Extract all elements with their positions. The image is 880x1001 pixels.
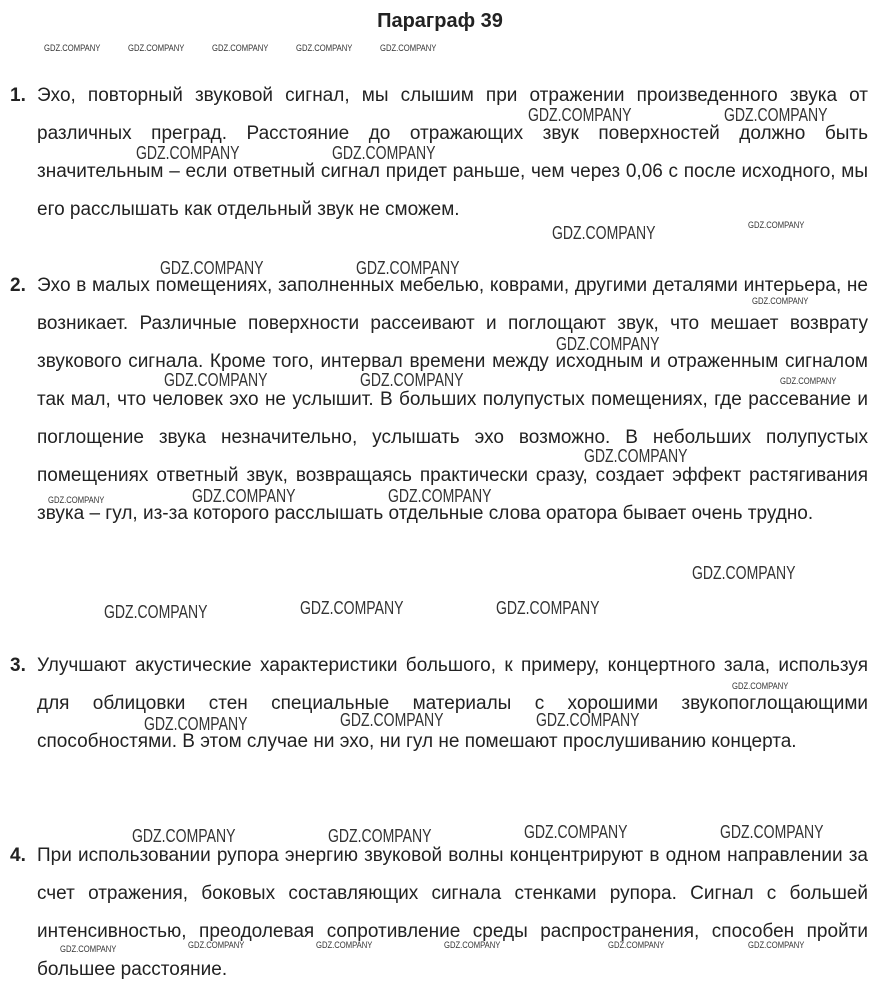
answer-number: 4. — [10, 845, 26, 866]
watermark: GDZ.COMPANY — [192, 486, 296, 506]
answer-text: Улучшают акустические характеристики большого, к примеру, концертного зала, используя для облицовки стен специальные материалы с хорошими звукопоглощающими способностями. В этом случае ни эхо, ни гул не помешают прослушиванию концерта. — [37, 655, 868, 752]
watermark: GDZ.COMPANY — [608, 940, 665, 950]
watermark: GDZ.COMPANY — [720, 822, 824, 842]
watermark: GDZ.COMPANY — [748, 940, 805, 950]
watermark: GDZ.COMPANY — [556, 334, 660, 354]
answer-text: Эхо, повторный звуковой сигнал, мы слышим при отражении произведенного звука от различных преград. Расстояние до отражающих звук поверхностей должно быть значительным – если ответный сигнал придет раньше, чем через 0,06 с после исходного, мы его расслышать как отдельный звук не сможем. — [37, 85, 868, 220]
watermark: GDZ.COMPANY — [160, 258, 264, 278]
watermark: GDZ.COMPANY — [164, 370, 268, 390]
watermark: GDZ.COMPANY — [524, 822, 628, 842]
watermark: GDZ.COMPANY — [144, 714, 248, 734]
watermark: GDZ.COMPANY — [316, 940, 373, 950]
watermark: GDZ.COMPANY — [60, 944, 117, 954]
watermark: GDZ.COMPANY — [552, 223, 656, 243]
watermark: GDZ.COMPANY — [48, 495, 105, 505]
watermark: GDZ.COMPANY — [528, 105, 632, 125]
watermark: GDZ.COMPANY — [328, 826, 432, 846]
answer-item-4 — [10, 837, 868, 989]
watermark: GDZ.COMPANY — [128, 43, 185, 53]
watermark: GDZ.COMPANY — [724, 105, 828, 125]
watermark: GDZ.COMPANY — [44, 43, 101, 53]
watermark: GDZ.COMPANY — [496, 598, 600, 618]
answer-item-3 — [10, 647, 868, 761]
watermark: GDZ.COMPANY — [136, 143, 240, 163]
watermark: GDZ.COMPANY — [212, 43, 269, 53]
watermark: GDZ.COMPANY — [780, 376, 837, 386]
watermark: GDZ.COMPANY — [132, 826, 236, 846]
watermark: GDZ.COMPANY — [380, 43, 437, 53]
watermark: GDZ.COMPANY — [356, 258, 460, 278]
answer-number: 1. — [10, 85, 26, 106]
answer-text: При использовании рупора энергию звуковой волны концентрируют в одном направлении за счет отражения, боковых составляющих сигнала стенками рупора. Сигнал с большей интенсивностью, преодолевая сопротивление среды распространения, способен пройти большее расстояние. — [37, 845, 868, 980]
watermark: GDZ.COMPANY — [444, 940, 501, 950]
answer-number: 3. — [10, 655, 26, 676]
watermark: GDZ.COMPANY — [536, 710, 640, 730]
watermark: GDZ.COMPANY — [692, 563, 796, 583]
watermark: GDZ.COMPANY — [748, 220, 805, 230]
watermark: GDZ.COMPANY — [584, 446, 688, 466]
answer-text: Эхо в малых помещениях, заполненных мебелью, коврами, другими деталями интерьера, не возникает. Различные поверхности рассеивают и поглощают звук, что мешает возврату звукового сигнала. Кроме того, интервал времени между исходным и отраженным сигналом так мал, что человек эхо не услышит. В больших полупустых помещениях, где рассевание и поглощение звука незначительно, услышать эхо возможно. В небольших полупустых помещениях ответный звук, возвращаясь практически сразу, создает эффект растягивания звука – гул, из-за которого расслышать отдельные слова оратора бывает очень трудно. — [37, 275, 868, 524]
watermark: GDZ.COMPANY — [300, 598, 404, 618]
watermark: GDZ.COMPANY — [388, 486, 492, 506]
watermark: GDZ.COMPANY — [332, 143, 436, 163]
watermark: GDZ.COMPANY — [340, 710, 444, 730]
watermark: GDZ.COMPANY — [732, 681, 789, 691]
watermark: GDZ.COMPANY — [296, 43, 353, 53]
watermark: GDZ.COMPANY — [104, 602, 208, 622]
watermark: GDZ.COMPANY — [752, 296, 809, 306]
page-title: Параграф 39 — [377, 10, 503, 32]
watermark: GDZ.COMPANY — [188, 940, 245, 950]
answer-number: 2. — [10, 275, 26, 296]
watermark: GDZ.COMPANY — [360, 370, 464, 390]
